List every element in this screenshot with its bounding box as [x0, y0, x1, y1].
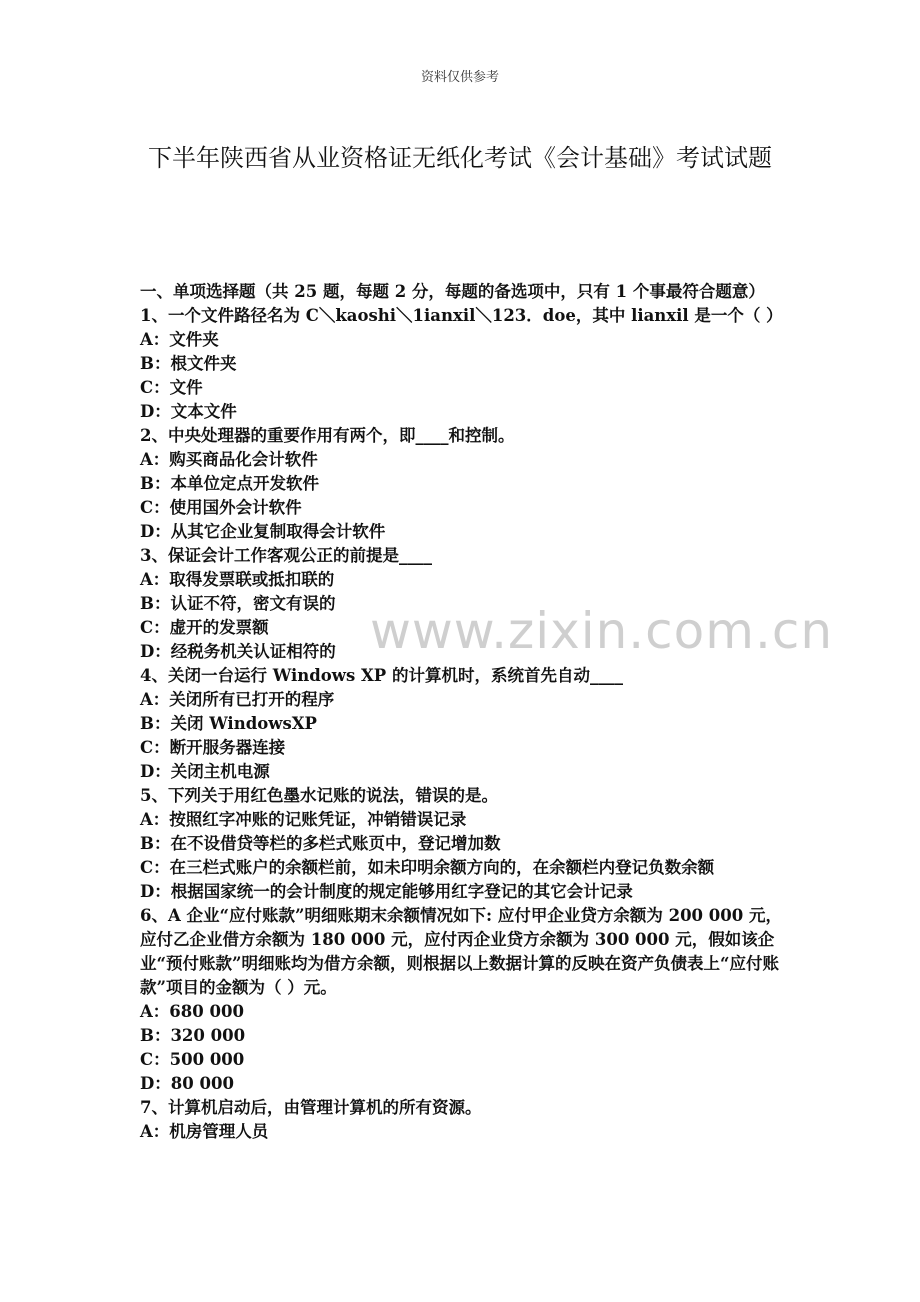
option-b: B：认证不符，密文有误的: [140, 594, 336, 613]
option-c: C：500 000: [140, 1050, 245, 1069]
question-3: [140, 544, 788, 664]
option-a: A：文件夹: [140, 330, 219, 349]
question-stem: 6、A 企业“应付账款”明细账期末余额情况如下: 应付甲企业贷方余额为 200 000 元，应付乙企业借方余额为 180 000 元，应付丙企业贷方余额为 300 000 元，假如该企业“预付账款”明细账均为借方余额，则根据以上数据计算的反映在资产负债表上“应付账款”项目的金额为（ ）元。: [140, 906, 782, 997]
question-2: [140, 424, 788, 544]
question-6: [140, 904, 788, 1096]
option-c: C：文件: [140, 378, 203, 397]
option-b: B：320 000: [140, 1026, 246, 1045]
watermark: www.zixin.com.cn: [370, 602, 834, 660]
option-d: D：从其它企业复制取得会计软件: [140, 522, 386, 541]
question-1: [140, 304, 788, 424]
option-b: B：本单位定点开发软件: [140, 474, 319, 493]
question-stem: 3、保证会计工作客观公正的前提是____: [140, 546, 432, 565]
option-d: D：80 000: [140, 1074, 234, 1093]
option-d: D：关闭主机电源: [140, 762, 270, 781]
question-stem: 1、一个文件路径名为 C＼kaoshi＼1ianxil＼123．doe，其中 lianxil 是一个（ ）: [140, 306, 783, 325]
option-c: C：使用国外会计软件: [140, 498, 302, 517]
option-b: B：根文件夹: [140, 354, 237, 373]
option-d: D：文本文件: [140, 402, 237, 421]
question-stem: 5、下列关于用红色墨水记账的说法，错误的是。: [140, 786, 498, 805]
option-a: A：按照红字冲账的记账凭证，冲销错误记录: [140, 810, 467, 829]
option-c: C：虚开的发票额: [140, 618, 269, 637]
option-a: A：取得发票联或抵扣联的: [140, 570, 335, 589]
option-a: A：680 000: [140, 1002, 244, 1021]
question-4: [140, 664, 788, 784]
question-7: [140, 1096, 788, 1144]
option-a: A：购买商品化会计软件: [140, 450, 318, 469]
document-body: [140, 280, 788, 1144]
option-d: D：根据国家统一的会计制度的规定能够用红字登记的其它会计记录: [140, 882, 633, 901]
document-title: 下半年陕西省从业资格证无纸化考试《会计基础》考试试题: [148, 144, 772, 172]
option-a: A：关闭所有已打开的程序: [140, 690, 335, 709]
section-heading: 一、单项选择题（共 25 题，每题 2 分，每题的备选项中，只有 1 个事最符合题意）: [140, 282, 765, 301]
option-c: C：断开服务器连接: [140, 738, 286, 757]
question-5: [140, 784, 788, 904]
option-b: B：在不设借贷等栏的多栏式账页中，登记增加数: [140, 834, 501, 853]
question-stem: 7、计算机启动后，由管理计算机的所有资源。: [140, 1098, 482, 1117]
option-c: C：在三栏式账户的余额栏前，如未印明余额方向的，在余额栏内登记负数余额: [140, 858, 715, 877]
option-a: A：机房管理人员: [140, 1122, 269, 1141]
question-stem: 2、中央处理器的重要作用有两个，即____和控制。: [140, 426, 515, 445]
option-b: B：关闭 WindowsXP: [140, 714, 317, 733]
option-d: D：经税务机关认证相符的: [140, 642, 336, 661]
question-stem: 4、关闭一台运行 Windows XP 的计算机时，系统首先自动____: [140, 666, 623, 685]
page-header: 资料仅供参考: [420, 70, 499, 85]
